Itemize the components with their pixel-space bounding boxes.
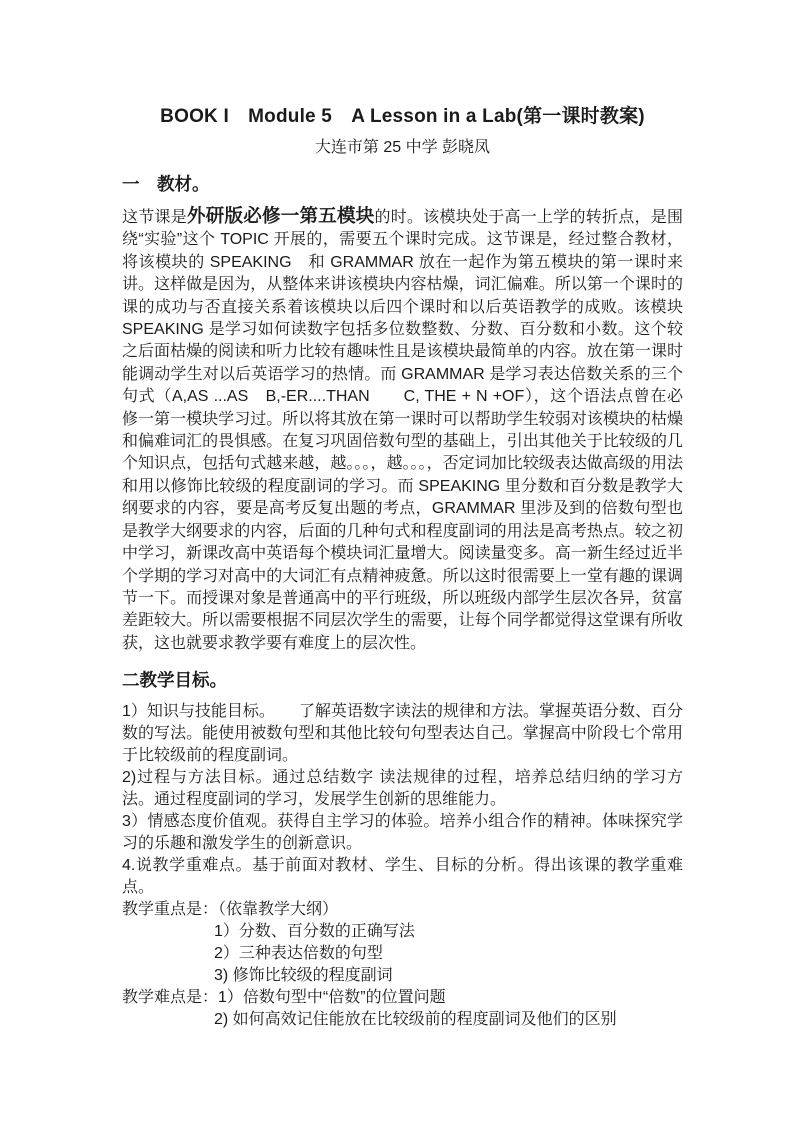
objective-knowledge-skills: 1）知识与技能目标。 了解英语数字读法的规律和方法。掌握英语分数、百分数的写法。能使用被数句型和其他比较句句型表达自己。掌握高中阶段七个常用于比较级前的程度副词。 — [122, 703, 683, 765]
section1-heading: 一 教材。 — [122, 174, 210, 194]
difficult-point-1: 1）倍数句型中“倍数”的位置问题 — [218, 989, 446, 1007]
key-points-label: 教学重点是：（依靠教学大纲） — [122, 901, 339, 919]
objective-key-difficult-intro: 4.说教学重难点。基于前面对教材、学生、目标的分析。得出该课的教学重难点。 — [122, 857, 683, 897]
key-point-2: 2）三种表达倍数的句型 — [214, 945, 383, 963]
section1-paragraph-bold-run: 外研版必修一第五模块 — [187, 205, 375, 226]
section1-paragraph-rest: 的时。该模块处于高一上学的转折点，是围绕“实验”这个 TOPIC 开展的，需要五个课时完成。这节课是，经过整合教材，将该模块的 SPEAKING 和 GRAMMAR 放在一起作为第五模块的第一课时来讲。这样做是因为，从整体来讲该模块内容枯燥，词汇偏难。所以第一个课时的课的成功与否直接关系着该模块以后四个课时和以后英语教学的成败。该模块 SPEAKING 是学习如何读数字包括多位数整数、分数、百分数和小数。这个较之后面枯燥的阅读和听力比较有趣味性且是该模块最简单的内容。放在第一课时能调动学生对以后英语学习的热情。而 GRAMMAR 是学习表达倍数关系的三个句式（A,AS ...AS B,-ER....THAN C, THE + N +OF），这个语法点曾在必修一第一模块学习过。所以将其放在第一课时可以帮助学生较弱对该模块的枯燥和偏难词汇的畏惧感。在复习巩固倍数句型的基础上，引出其他关于比较级的几个知识点，包括句式越来越，越。。。，越。。。，否定词加比较级表达做高级的用法和用以修饰比较级的程度副词的学习。而 SPEAKING 里分数和百分数是教学大纲要求的内容，要是高考反复出题的考点，GRAMMAR 里涉及到的倍数句型也是教学大纲要求的内容，后面的几种句式和程度副词的用法是高考热点。较之初中学习，新课改高中英语每个模块词汇量增大。阅读量变多。高一新生经过近半个学期的学习对高中的大词汇有点精神疲惫。所以这时很需要上一堂有趣的课调节一下。而授课对象是普通高中的平行班级，所以班级内部学生层次各异，贫富差距较大。所以需要根据不同层次学生的需要，让每个同学都觉得这堂课有所收获，这也就要求教学要有难度上的层次性。 — [122, 209, 683, 652]
section1-paragraph — [122, 205, 683, 655]
objective-affective-values: 3）情感态度价值观。获得自主学习的体验。培养小组合作的精神。体味探究学习的乐趣和激发学生的创新意识。 — [122, 813, 683, 853]
author-line: 大连市第 25 中学 彭晓凤 — [314, 139, 491, 156]
key-point-3: 3) 修饰比较级的程度副词 — [214, 967, 393, 985]
section2-heading: 二教学目标。 — [122, 670, 227, 691]
difficult-points-label: 教学难点是： — [122, 989, 219, 1007]
section1-paragraph-prefix: 这节课是 — [122, 209, 187, 226]
document-title: BOOK I Module 5 A Lesson in a Lab(第一课时教案) — [160, 106, 645, 127]
difficult-point-2: 2) 如何高效记住能放在比较级前的程度副词及他们的区别 — [214, 1011, 617, 1029]
section2 — [122, 668, 683, 1031]
objective-process-method: 2)过程与方法目标。通过总结数字 读法规律的过程，培养总结归纳的学习方法。通过程度副词的学习，发展学生创新的思维能力。 — [122, 769, 683, 809]
key-point-1: 1）分数、百分数的正确写法 — [214, 923, 415, 941]
difficult-points-row — [122, 987, 683, 1009]
